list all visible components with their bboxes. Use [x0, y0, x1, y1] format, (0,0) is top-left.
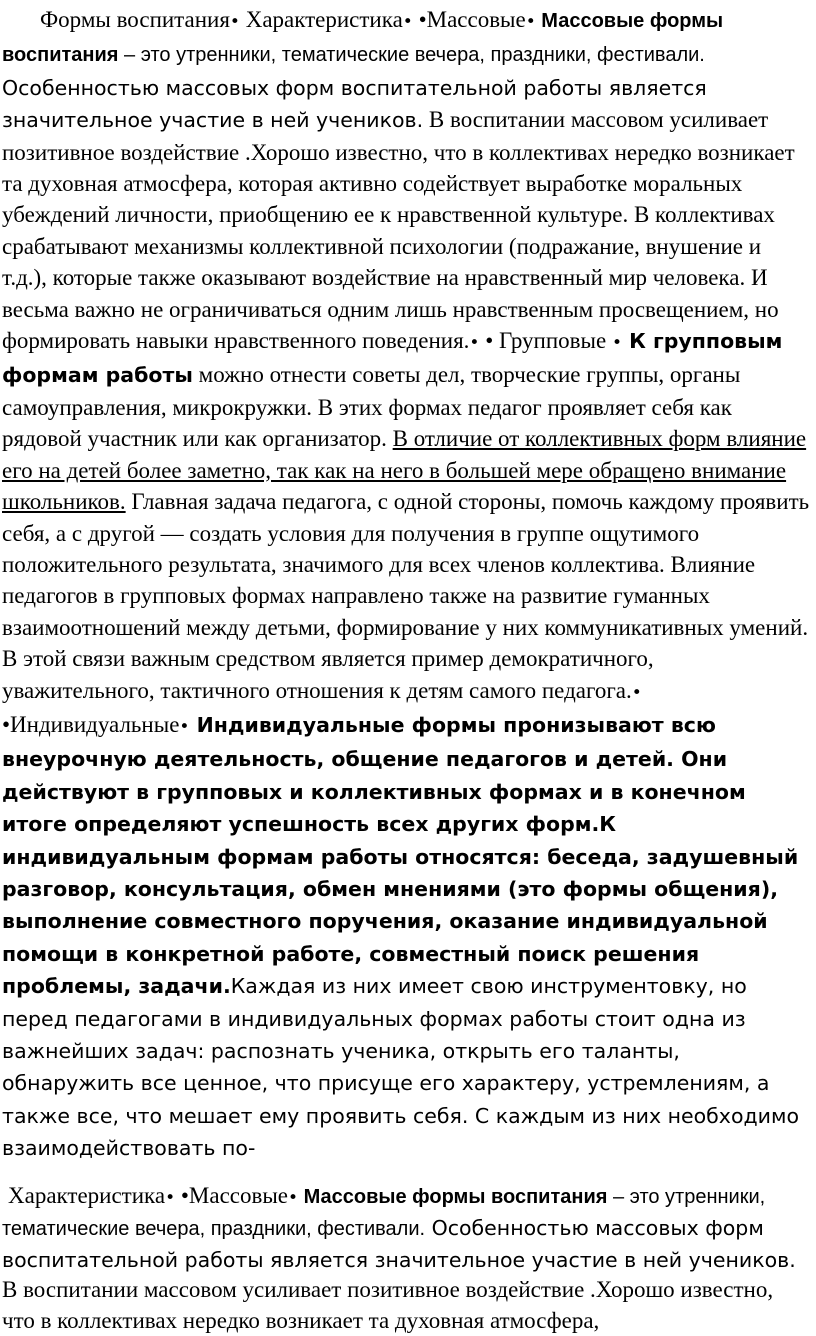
doc-title: Формы воспитания [40, 7, 230, 32]
bullet-icon: • [165, 1187, 176, 1208]
term-mass-forms: Массовые формы воспитания [2, 10, 724, 67]
mass-forms-definition: – это утренники, тематические вечера, праздники, фестивали. [118, 44, 705, 67]
bullet-icon: • [525, 12, 536, 32]
repeated-paragraph [2, 1181, 810, 1336]
heading-characteristic-repeat: Характеристика [8, 1182, 166, 1208]
heading-mass: •Массовые [412, 7, 526, 32]
bullet-icon: • [179, 716, 190, 737]
bullet-icon: • [402, 12, 413, 32]
individual-forms-text: Каждая из них имеет свою инструментовку, но перед педагогами в индивидуальных формах работы стоит одна из важнейших задач: распознать ученика, открыть его таланты, обнаружить все ценное, что присуще его характеру, устремлениям, а также все, что мешает ему проявить себя. С каждым из них необходимо взаимодействовать по- [2, 974, 799, 1161]
mass-forms-text-repeat: В воспитании массовом усиливает позитивное воздействие .Хорошо известно, что в коллективах нередко возникает та духовная атмосфера, [2, 1277, 774, 1333]
heading-mass-repeat: •Массовые [175, 1182, 289, 1208]
bullet-icon: • [469, 333, 480, 354]
group-forms-underlined: В отличие от коллективных форм влияние его на детей более заметно, так как на него в большей мере обращено внимание школьников. [2, 426, 807, 515]
group-forms-task-text: Главная задача педагога, с одной стороны, помочь каждому проявить себя, а с другой — создать условия для получения в группе ощутимого положительного результата, значимого для всех членов коллектива. Влияние педагогов в групповых формах направлено также на развитие гуманных взаимоотношений между детьми, формирование у них коммуникативных умений. В этой связи важным средством является пример демократичного, уважительного, тактичного отношения к детям самого педагога. [2, 489, 810, 703]
group-forms-text: можно отнести советы дел, творческие группы, органы самоуправления, микрокружки. В этих формах педагог проявляет себя как рядовой участник или как организатор. [2, 362, 741, 452]
mass-forms-feature: Особенностью массовых форм воспитательной работы является значительное участие в ней учеников. [2, 75, 707, 133]
bullet-icon: • [611, 333, 622, 354]
heading-individual: •Индивидуальные [2, 711, 180, 737]
individual-forms-bold-text: пронизывают всю внеурочную деятельность, общение педагогов и детей. Они действуют в групповых и коллективных формах и в конечном итоге определяют успешность всех других форм.К индивидуальным формам работы относятся: беседа, задушевный разговор, консультация, обмен мнениями (это формы общения), выполнение совместного поручения, оказание индивидуальной помощи в конкретной работе, совместный поиск решения проблемы, задачи. [2, 712, 799, 999]
term-group-forms: К групповым формам работы [2, 329, 783, 388]
term-individual-forms: Индивидуальные формы [189, 712, 497, 737]
mass-forms-definition-repeat: – это утренники, тематические вечера, праздники, фестивали. [2, 1185, 766, 1241]
term-mass-forms-repeat: Массовые формы воспитания [298, 1185, 608, 1208]
mass-forms-feature-repeat: Особенностью массовых форм воспитательной работы является значительное участие в ней учеников. [2, 1216, 796, 1272]
bullet-icon: • [631, 682, 642, 703]
bullet-icon: • [229, 12, 240, 32]
heading-characteristic: Характеристика [239, 7, 403, 32]
mass-forms-text: В воспитании массовом усиливает позитивное воздействие .Хорошо известно, что в коллективах нередко возникает та духовная атмосфера, которая активно содействует выработке моральных убеждений личности, приобщению ее к нравственной культуре. В коллективах срабатывают механизмы коллективной психологии (подражание, внушение и т.д.), которые также оказывают воздействие на нравственный мир человека. И весьма важно не ограничиваться одним лишь нравственным просвещением, но формировать навыки нравственного поведения. [2, 107, 795, 354]
main-paragraph [2, 4, 810, 1165]
bullet-icon: • [288, 1187, 299, 1208]
heading-group: • Групповые [479, 328, 612, 354]
